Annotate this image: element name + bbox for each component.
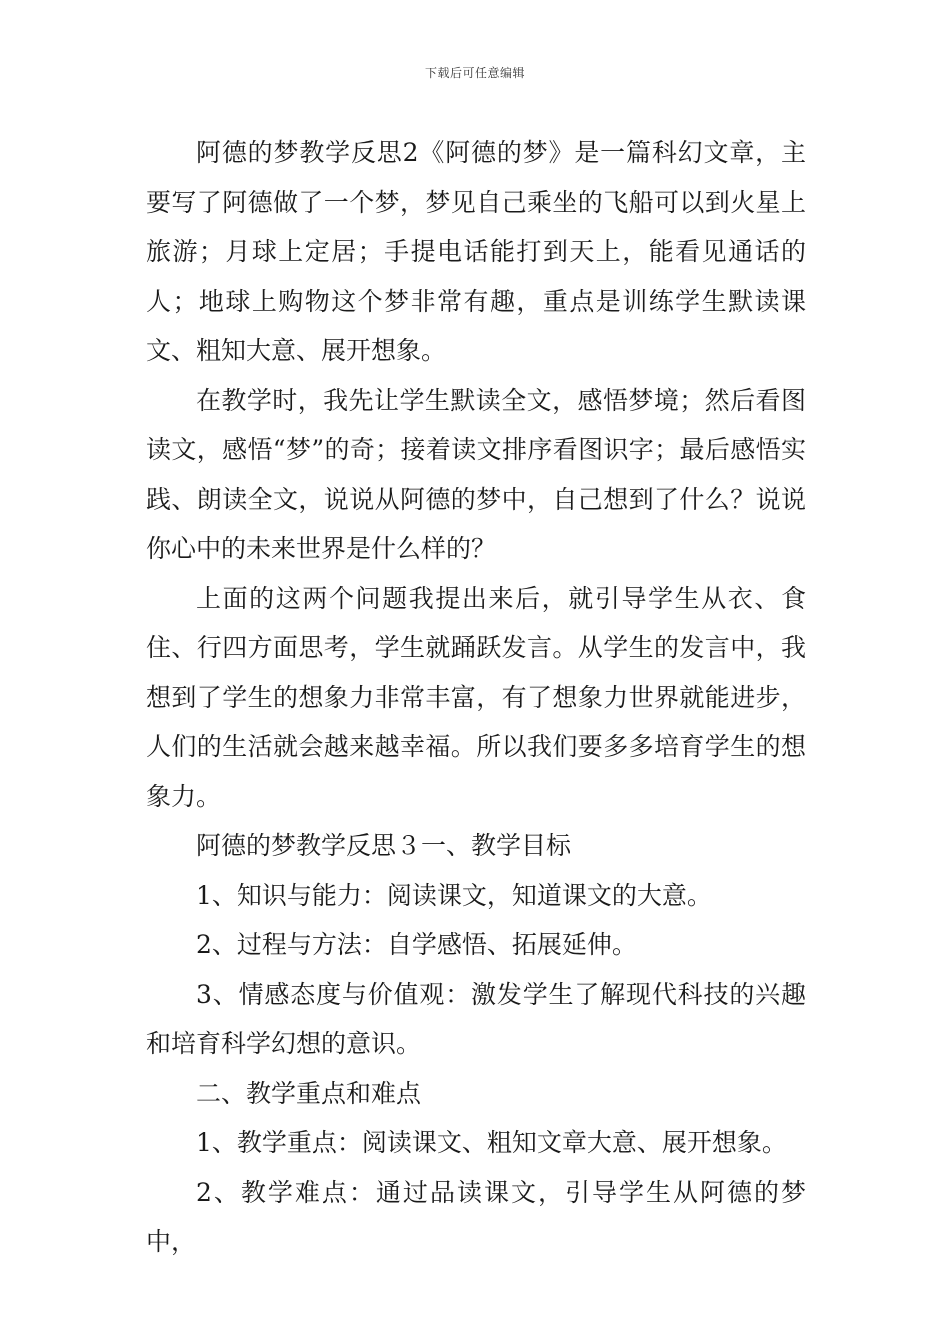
document-body <box>146 128 806 1267</box>
paragraph-goal-1: 1、知识与能力：阅读课文，知道课文的大意。 <box>196 880 712 910</box>
paragraph-key-point-2: 2、教学难点：通过品读课文，引导学生从阿德的梦中， <box>146 1177 806 1256</box>
page-header: 下载后可任意编辑 <box>424 66 525 80</box>
paragraph-reflection-3-title: 阿德的梦教学反思３一、教学目标 <box>196 831 572 860</box>
paragraph-goal-3: 3、情感态度与价值观：激发学生了解现代科技的兴趣和培育科学幻想的意识。 <box>146 979 806 1058</box>
paragraph-key-points-title: 二、教学重点和难点 <box>196 1078 422 1108</box>
paragraph-reflection-2-intro: 阿德的梦教学反思2《阿德的梦》是一篇科幻文章，主要写了阿德做了一个梦，梦见自己乘坐的飞船可以到火星上旅游；月球上定居；手提电话能打到天上，能看见通话的人；地球上购物这个梦非常有趣，重点是训练学生默读课文、粗知大意、展开想象。 <box>146 138 806 365</box>
paragraph-imagination: 上面的这两个问题我提出来后，就引导学生从衣、食住、行四方面思考，学生就踊跃发言。从学生的发言中，我想到了学生的想象力非常丰富，有了想象力世界就能进步，人们的生活就会越来越幸福。所以我们要多多培育学生的想象力。 <box>146 583 806 811</box>
paragraph-teaching-process: 在教学时，我先让学生默读全文，感悟梦境；然后看图读文，感悟“梦”的奇；接着读文排序看图识字；最后感悟实践、朗读全文，说说从阿德的梦中，自己想到了什么？说说你心中的未来世界是什么样的？ <box>146 385 806 563</box>
paragraph-goal-2: 2、过程与方法：自学感悟、拓展延伸。 <box>196 930 637 959</box>
paragraph-key-point-1: 1、教学重点：阅读课文、粗知文章大意、展开想象。 <box>196 1128 787 1157</box>
